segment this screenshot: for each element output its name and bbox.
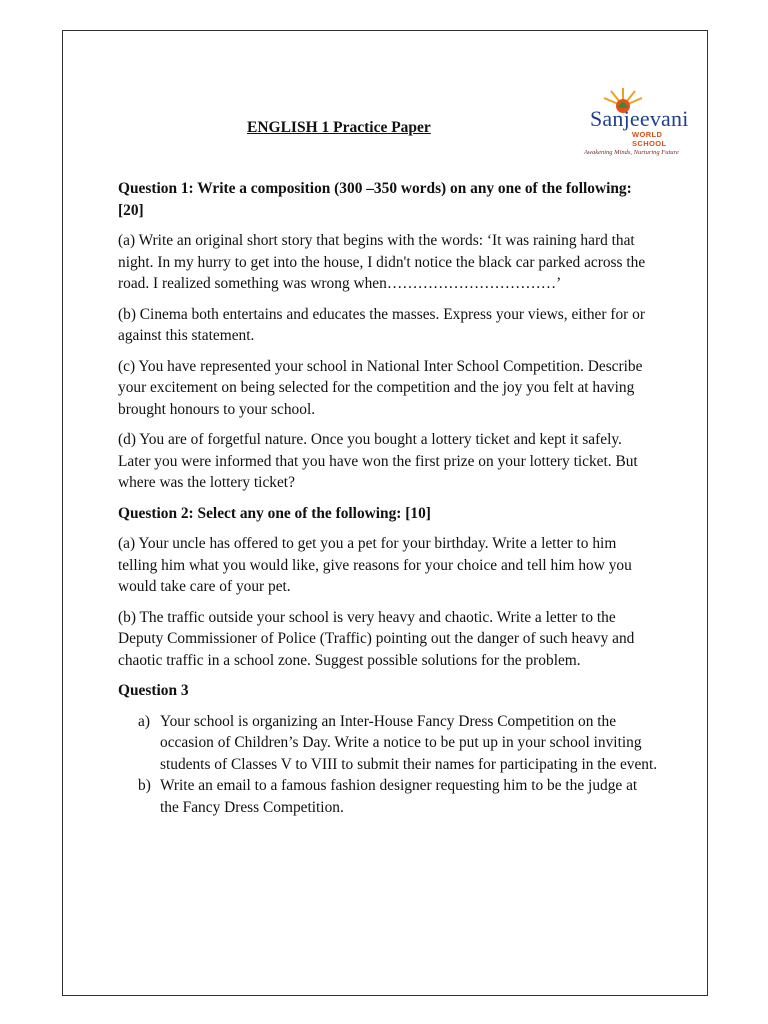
question-2-option-a: (a) Your uncle has offered to get you a pet for your birthday. Write a letter to him telling him what you would like, give reasons for your choice and tell him how you would take care of your pet. xyxy=(118,535,632,595)
logo-tagline: Awakening Minds, Nurturing Future xyxy=(584,149,679,156)
list-item xyxy=(118,775,658,818)
school-logo xyxy=(584,86,698,164)
list-marker: a) xyxy=(138,712,150,730)
question-1-option-b: (b) Cinema both entertains and educates the masses. Express your views, either for or against this statement. xyxy=(118,305,645,344)
list-marker: b) xyxy=(138,777,151,794)
question-2-option-b: (b) The traffic outside your school is very heavy and chaotic. Write a letter to the Deputy Commissioner of Police (Traffic) pointing out the danger of such heavy and chaotic traffic in a school zone. Suggest possible solutions for the problem. xyxy=(118,608,635,669)
question-1-option-a: (a) Write an original short story that begins with the words: ‘It was raining hard that night. In my hurry to get into the house, I didn't notice the black car parked across the road. I realized something was wrong when……………………………’ xyxy=(118,232,646,292)
logo-name: Sanjeevani xyxy=(590,106,689,131)
question-3-list xyxy=(118,711,658,819)
list-item xyxy=(118,711,658,776)
question-1-heading: Question 1: Write a composition (300 –350 words) on any one of the following: [20] xyxy=(118,180,632,219)
list-item-text: Your school is organizing an Inter-House Fancy Dress Competition on the occasion of Children’s Day. Write a notice to be put up in your school inviting students of Classes V to VIII to submit their names for participating in the event. xyxy=(160,712,658,773)
question-3-heading: Question 3 xyxy=(118,682,189,699)
question-1-option-d: (d) You are of forgetful nature. Once you bought a lottery ticket and kept it safely. Later you were informed that you have won the first prize on your lottery ticket. But where was the lottery ticket? xyxy=(118,431,638,491)
list-item-text: Write an email to a famous fashion designer requesting him to be the judge at the Fancy Dress Competition. xyxy=(160,777,638,816)
page-title: ENGLISH 1 Practice Paper xyxy=(247,119,431,136)
logo-subtitle: WORLD SCHOOL xyxy=(632,130,667,148)
question-2-heading: Question 2: Select any one of the following: [10] xyxy=(118,504,431,522)
question-paper-body xyxy=(118,178,658,818)
question-1-option-c: (c) You have represented your school in National Inter School Competition. Describe your excitement on being selected for the competition and the joy you felt at having brought honours to your school. xyxy=(118,357,643,418)
